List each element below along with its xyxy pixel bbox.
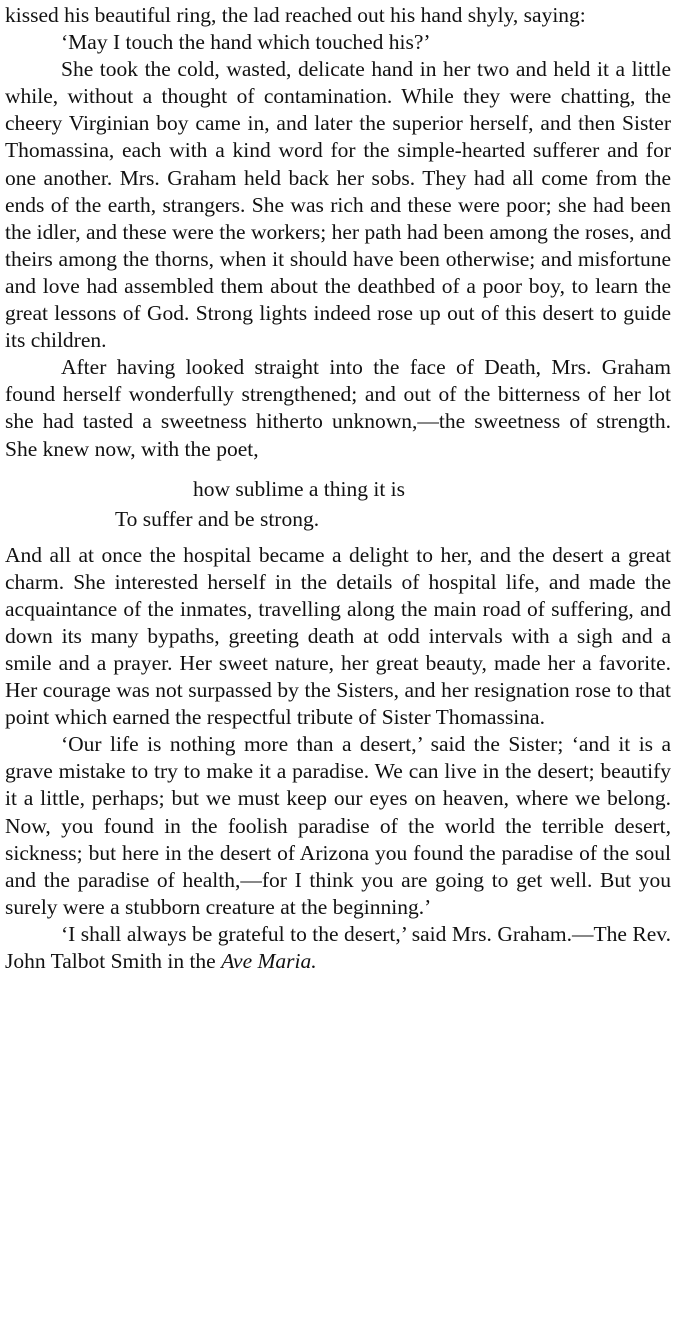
source-title: Ave Maria. — [221, 949, 317, 973]
poem-line-2: To suffer and be strong. — [115, 506, 320, 531]
paragraph-strength: After having looked straight into the face of Death, Mrs. Graham found herself wonderfully strengthened; and out of the bitterness of her lot she had tasted a sweetness hitherto unknown,—the sweetness of strength. She knew now, with the poet, — [5, 355, 671, 461]
poem-line-1: how sublime a thing it is — [193, 476, 406, 501]
article-column — [5, 2, 671, 975]
paragraph-closing — [5, 921, 671, 975]
closing-text: ‘I shall always be grateful to the desert,’ said Mrs. Graham.—The Rev. John Talbot Smith in the — [5, 921, 671, 973]
paragraph-hospital: And all at once the hospital became a delight to her, and the desert a great charm. She interested herself in the details of hospital life, and made the acquaintance of the inmates, travelling along the main road of suffering, and down its many bypaths, greeting death at odd intervals with a sigh and a smile and a prayer. Her sweet nature, her great beauty, made her a favorite. Her courage was not surpassed by the Sisters, and her resignation rose to that point which earned the respectful tribute of Sister Thomassina. — [5, 542, 671, 730]
paragraph-bedside: She took the cold, wasted, delicate hand in her two and held it a little while, without a thought of contamination. While they were chatting, the cheery Virginian boy came in, and later the superior herself, and then Sister Thomassina, each with a kind word for the simple-hearted sufferer and for one another. Mrs. Graham held back her sobs. They had all come from the ends of the earth, strangers. She was rich and these were poor; she had been the idler, and these were the workers; her path had been among the roses, and theirs among the thorns, when it should have been otherwise; and misfortune and love had assembled them about the deathbed of a poor boy, to learn the great lessons of God. Strong lights indeed rose up out of this desert to guide its children. — [5, 57, 671, 353]
paragraph-continuation: kissed his beautiful ring, the lad reached out his hand shyly, saying: — [5, 3, 586, 27]
paragraph-quote: ‘May I touch the hand which touched his?’ — [61, 30, 431, 55]
paragraph-sister-speech: ‘Our life is nothing more than a desert,’ said the Sister; ‘and it is a grave mistake to try to make it a paradise. We can live in the desert; beautify it a little, perhaps; but we must keep our eyes on heaven, where we belong. Now, you found in the foolish paradise of the world the terrible desert, sickness; but here in the desert of Arizona you found the paradise of the soul and the paradise of health,—for I think you are going to get well. But you surely were a stubborn creature at the beginning.’ — [5, 732, 671, 919]
poem-quote — [5, 474, 671, 534]
